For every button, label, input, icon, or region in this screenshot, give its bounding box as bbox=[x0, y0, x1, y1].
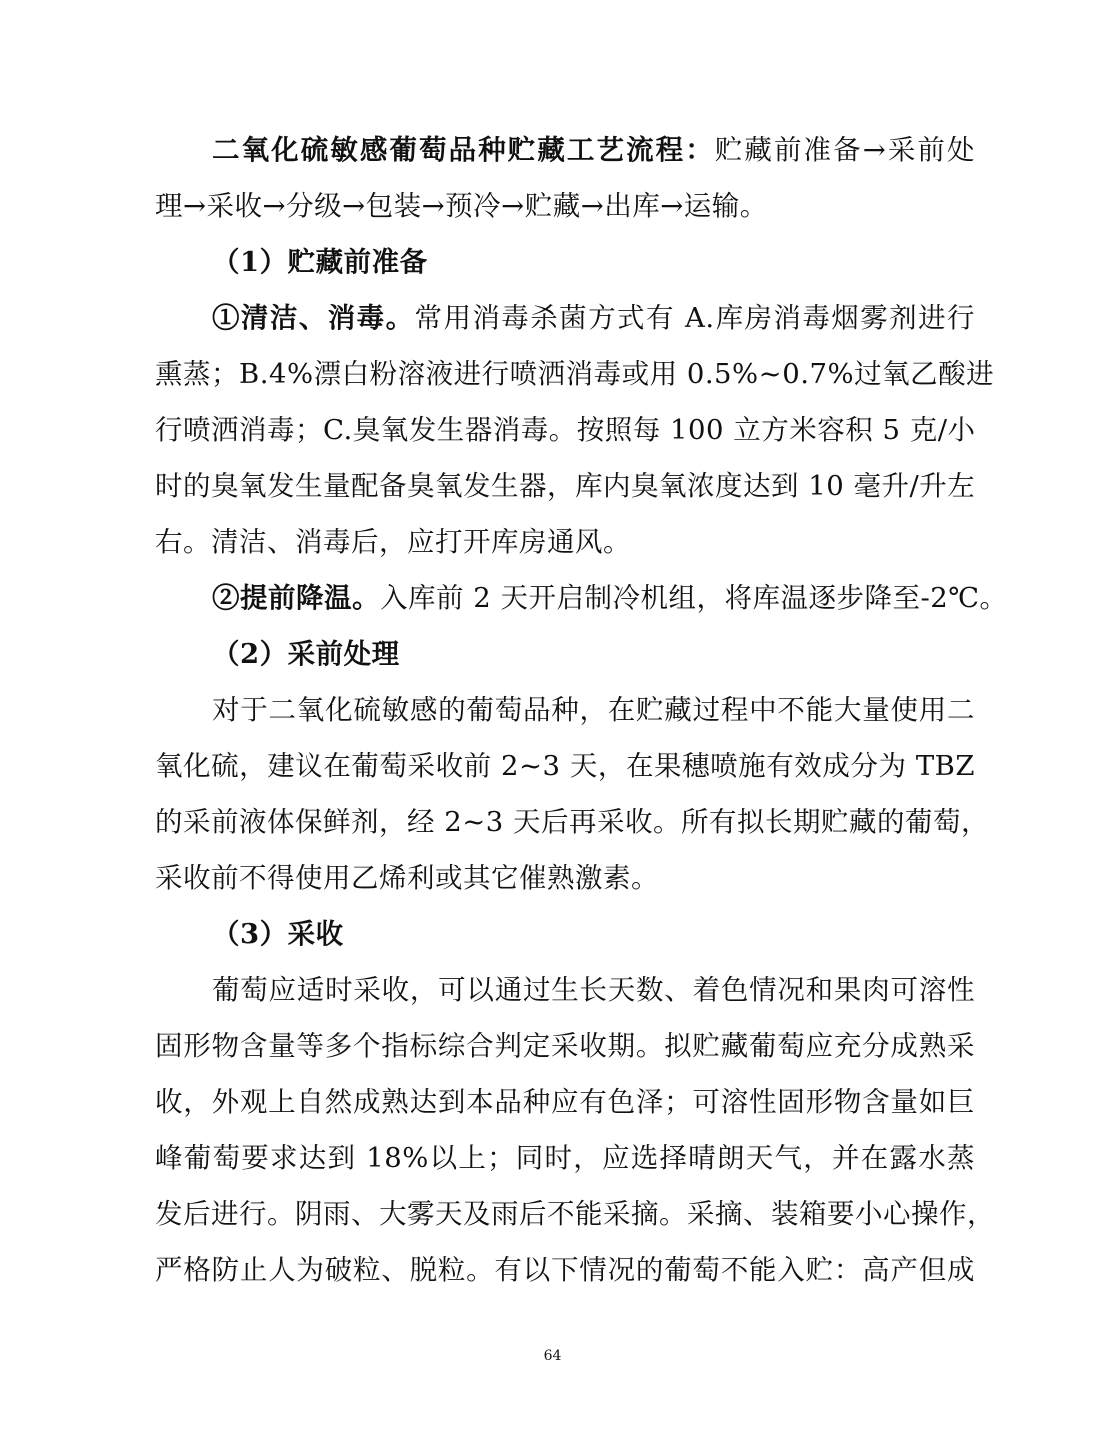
paragraph-line: 行喷洒消毒；C.臭氧发生器消毒。按照每 100 立方米容积 5 克/小 bbox=[155, 414, 976, 446]
paragraph-line: 葡萄应适时采收，可以通过生长天数、着色情况和果肉可溶性 bbox=[212, 974, 975, 1006]
paragraph-line: 发后进行。阴雨、大雾天及雨后不能采摘。采摘、装箱要小心操作， bbox=[155, 1198, 995, 1230]
page-number: 64 bbox=[543, 1348, 562, 1364]
paragraph-line: 熏蒸；B.4%漂白粉溶液进行喷洒消毒或用 0.5%~0.7%过氧乙酸进 bbox=[155, 358, 995, 390]
paragraph-line: 时的臭氧发生量配备臭氧发生器，库内臭氧浓度达到 10 毫升/升左 bbox=[155, 470, 976, 502]
paragraph-line: 氧化硫，建议在葡萄采收前 2~3 天，在果穗喷施有效成分为 TBZ bbox=[155, 750, 975, 782]
paragraph-line: 固形物含量等多个指标综合判定采收期。拟贮藏葡萄应充分成熟采 bbox=[155, 1030, 975, 1062]
paragraph-line: 采收前不得使用乙烯利或其它催熟激素。 bbox=[155, 862, 659, 894]
section-heading-1: （1）贮藏前准备 bbox=[212, 246, 428, 278]
paragraph-line: 二氧化硫敏感葡萄品种贮藏工艺流程：贮藏前准备→采前处 bbox=[212, 134, 975, 166]
process-title: 二氧化硫敏感葡萄品种贮藏工艺流程： bbox=[212, 134, 715, 166]
paragraph-line: 收，外观上自然成熟达到本品种应有色泽；可溶性固形物含量如巨 bbox=[155, 1086, 975, 1118]
paragraph-line: 的采前液体保鲜剂，经 2~3 天后再采收。所有拟长期贮藏的葡萄， bbox=[155, 806, 990, 838]
section-heading-3: （3）采收 bbox=[212, 918, 344, 950]
item-title-cleaning: ①清洁、消毒。 bbox=[212, 302, 415, 334]
paragraph-line: 峰葡萄要求达到 18%以上；同时，应选择晴朗天气，并在露水蒸 bbox=[155, 1142, 975, 1174]
paragraph-line: 右。清洁、消毒后，应打开库房通风。 bbox=[155, 526, 631, 558]
paragraph-line: ②提前降温。入库前 2 天开启制冷机组，将库温逐步降至-2℃。 bbox=[212, 582, 1008, 614]
section-heading-2: （2）采前处理 bbox=[212, 638, 400, 670]
item-title-cooling: ②提前降温。 bbox=[212, 582, 380, 614]
paragraph-line: 理→采收→分级→包装→预冷→贮藏→出库→运输。 bbox=[155, 190, 768, 222]
paragraph-line: 对于二氧化硫敏感的葡萄品种，在贮藏过程中不能大量使用二 bbox=[212, 694, 975, 726]
paragraph-line: ①清洁、消毒。常用消毒杀菌方式有 A.库房消毒烟雾剂进行 bbox=[212, 302, 976, 334]
paragraph-line: 严格防止人为破粒、脱粒。有以下情况的葡萄不能入贮：高产但成 bbox=[155, 1254, 975, 1286]
